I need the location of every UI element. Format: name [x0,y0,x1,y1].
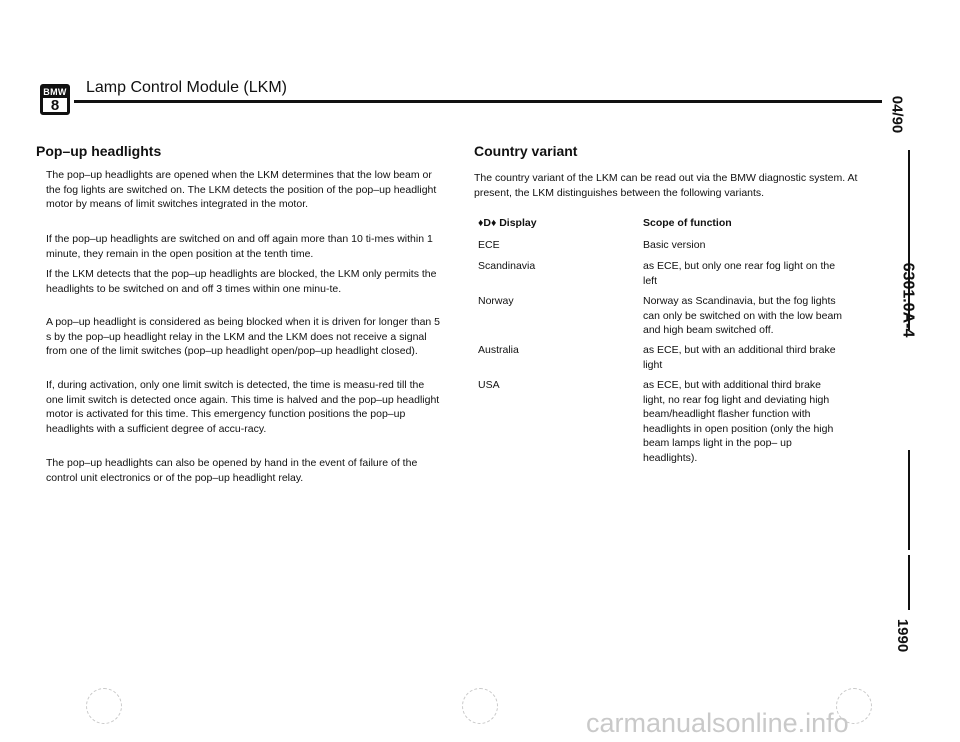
left-paragraph-2: If the pop–up headlights are switched on and off again more than 10 ti-mes within 1 minute, they remain in the open position at the tenth time. [46,233,433,260]
table-cell-scope: Norway as Scandinavia, but the fog lights can only be switched on with the low beam and high beam switched off. [643,295,843,336]
table-cell-display: Scandinavia [478,260,536,272]
bmw-8-logo [40,84,70,115]
header-rule [74,100,882,103]
logo-number: 8 [50,97,60,114]
table-header-display: ♦D♦ Display [478,217,537,229]
table-cell-display: USA [478,379,500,391]
document-title: Lamp Control Module (LKM) [86,79,287,96]
sidebar-line-2 [908,450,910,550]
right-intro: The country variant of the LKM can be read out via the BMW diagnostic system. At present, the LKM distinguishes between the following variants. [474,172,858,199]
sidebar-date: 04/90 [888,95,906,134]
left-paragraph-5: If, during activation, only one limit switch is detected, the time is measu-red till the one limit switch is detected once again. This time is halved and the pop–up headlight motor is activated for this time. This emergency function positions the pop–up headlights with a sufficient degree of accu-racy. [46,379,440,435]
table-cell-display: ECE [478,239,500,251]
table-cell-scope: as ECE, but with an additional third brake light [643,344,836,371]
left-paragraph-4: A pop–up headlight is considered as being blocked when it is driven for longer than 5 s by the pop–up headlight relay in the LKM and the LKM does not receive a signal from one of the limit switches (pop–up headlight open/pop–up headlight closed). [46,316,441,357]
logo-brand-text: BMW [43,87,67,97]
left-section-heading: Pop–up headlights [36,143,162,159]
table-cell-display: Norway [478,295,514,307]
table-cell-scope: as ECE, but only one rear fog light on the left [643,260,836,287]
left-paragraph-6: The pop–up headlights can also be opened by hand in the event of failure of the control unit electronics or of the pop–up headlight relay. [46,457,418,484]
table-cell-scope: Basic version [643,239,706,251]
punch-hole [462,688,498,724]
punch-hole [86,688,122,724]
right-section-heading: Country variant [474,143,578,159]
watermark-text: carmanualsonline.info [586,708,849,738]
sidebar-code: 6301.0A-4 [899,262,917,338]
table-header-scope: Scope of function [643,217,732,229]
left-paragraph-3: If the LKM detects that the pop–up headlights are blocked, the LKM only permits the headlights to be switched on and off 3 times within one minu-te. [46,268,437,295]
table-cell-display: Australia [478,344,519,356]
sidebar-line-3 [908,555,910,610]
left-paragraph-1: The pop–up headlights are opened when the LKM determines that the low beam or the fog lights are switched on. The LKM detects the position of the pop–up headlight motor by means of limit switches integrated in the motor. [46,169,437,210]
table-cell-scope: as ECE, but with additional third brake light, no rear fog light and deviating high beam/headlight flasher function with headlights in open position (only the high beam lamps light in the pop– up headlights). [643,379,834,464]
sidebar-year: 1990 [894,618,912,653]
